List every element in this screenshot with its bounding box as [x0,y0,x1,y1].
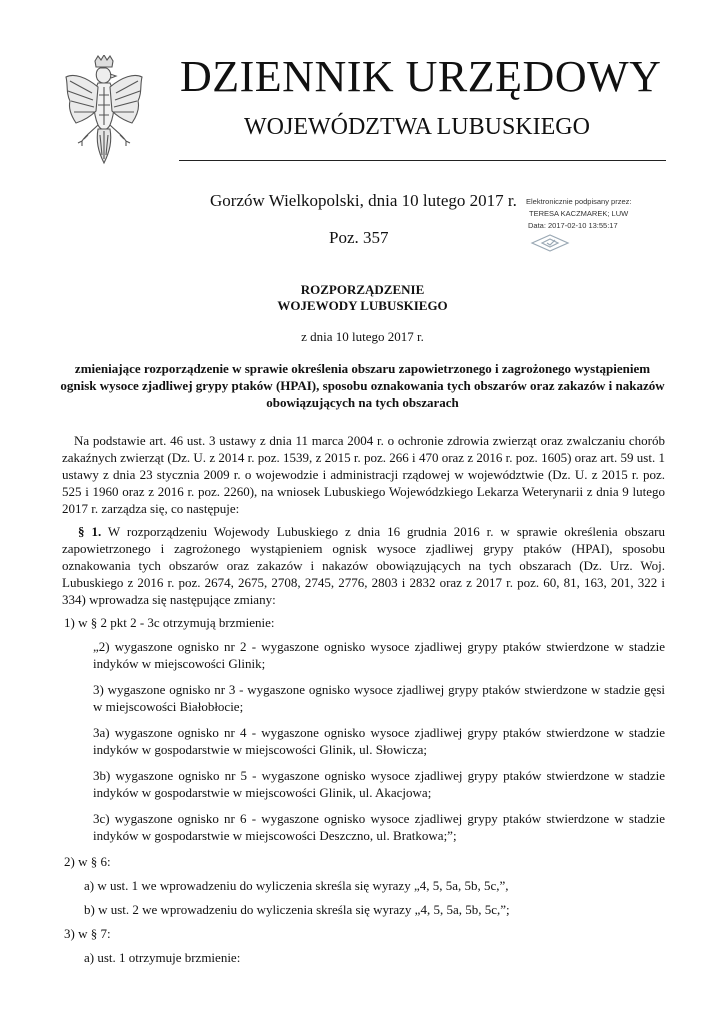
signature-line-2: TERESA KACZMAREK; LUW [529,209,629,218]
place-and-date: Gorzów Wielkopolski, dnia 10 lutego 2017 r. [210,191,517,210]
amendment-item-3a: a) ust. 1 otrzymuje brzmienie: [84,950,241,965]
act-body [62,432,665,973]
act-issuer: WOJEWODY LUBUSKIEGO [277,298,448,313]
signature-check-icon [530,234,570,252]
amendment-item-3: 3) w § 7: [64,926,111,941]
act-date: z dnia 10 lutego 2017 r. [301,329,424,344]
act-subject: zmieniające rozporządzenie w sprawie określenia obszaru zapowietrzonego i zagrożonego wystąpieniem ognisk wysoce zjadliwej grypy ptaków (HPAI), sposobu oznakowania tych obszarów oraz zakazów i nakazów obowiązujących na tych obszarach [60,361,665,410]
paragraph-1-text: W rozporządzeniu Wojewody Lubuskiego z dnia 16 grudnia 2016 r. w sprawie określenia obszaru zapowietrzonego i zagrożonego wystąpieniem ognisk wysoce zjadliwej grypy ptaków (HPAI), sposobu oznakowania tych obszarów oraz zakazów i nakazów obowiązujących na tych obszarach (Dz. Urz. Woj. Lubuskiego z 2016 r. poz. 2674, 2675, 2708, 2745, 2776, 2803 i 2832 oraz z 2017 r. poz. 60, 81, 163, 201, 322 i 334) wprowadza się następujące zmiany: [62,524,665,607]
position-number: Poz. 357 [329,228,389,247]
quoted-point-3c: 3c) wygaszone ognisko nr 6 - wygaszone ognisko wysoce zjadliwej grypy ptaków stwierdzone w stadzie indyków w gospodarstwie w miejscowości Deszczno, ul. Bratkowa;”; [93,811,665,843]
amendment-item-1: 1) w § 2 pkt 2 - 3c otrzymują brzmienie: [64,615,275,630]
act-heading [0,282,725,314]
legal-basis: Na podstawie art. 46 ust. 3 ustawy z dnia 11 marca 2004 r. o ochronie zdrowia zwierząt oraz zwalczaniu chorób zakaźnych zwierząt (Dz. U. z 2014 r. poz. 1539, z 2015 r. poz. 266 i 470 oraz z 2016 r. poz. 1605) oraz art. 59 ust. 1 ustawy z dnia 23 stycznia 2009 r. o wojewodzie i administracji rządowej w województwie (Dz. U. z 2015 r. poz. 525 i 1960 oraz z 2016 r. poz. 2260), na wniosek Lubuskiego Wojewódzkiego Lekarza Weterynarii z dnia 9 lutego 2017 r. zarządza się, co następuje: [62,433,665,516]
quoted-point-3: 3) wygaszone ognisko nr 3 - wygaszone ognisko wysoce zjadliwej grypy ptaków stwierdzone w stadzie gęsi w miejscowości Białobłocie; [93,682,665,714]
amendment-item-2a: a) w ust. 1 we wprowadzeniu do wyliczenia skreśla się wyrazy „4, 5, 5a, 5b, 5c,”, [84,878,509,893]
electronic-signature [526,196,676,232]
quoted-point-3a: 3a) wygaszone ognisko nr 4 - wygaszone ognisko wysoce zjadliwej grypy ptaków stwierdzone w stadzie indyków w gospodarstwie w miejscowości Glinik, ul. Słowicza; [93,725,665,757]
amendment-item-2b: b) w ust. 2 we wprowadzeniu do wyliczenia skreśla się wyrazy „4, 5, 5a, 5b, 5c,”; [84,902,510,917]
quoted-point-2: „2) wygaszone ognisko nr 2 - wygaszone ognisko wysoce zjadliwej grypy ptaków stwierdzone w stadzie indyków w miejscowości Glinik; [93,639,665,671]
eagle-emblem-icon [62,55,146,167]
act-type: ROZPORZĄDZENIE [300,282,425,297]
amendment-item-2: 2) w § 6: [64,854,111,869]
journal-subtitle: WOJEWÓDZTWA LUBUSKIEGO [244,114,590,140]
header-divider [179,160,666,161]
paragraph-1-label: § 1. [78,524,102,539]
quoted-point-3b: 3b) wygaszone ognisko nr 5 - wygaszone ognisko wysoce zjadliwej grypy ptaków stwierdzone w stadzie indyków w gospodarstwie w miejscowości Glinik, ul. Akacjowa; [93,768,665,800]
signature-line-1: Elektronicznie podpisany przez: [526,197,632,206]
paragraph-1 [62,523,665,608]
signature-line-3: Data: 2017-02-10 13:55:17 [528,221,618,230]
journal-title: DZIENNIK URZĘDOWY [180,52,662,101]
